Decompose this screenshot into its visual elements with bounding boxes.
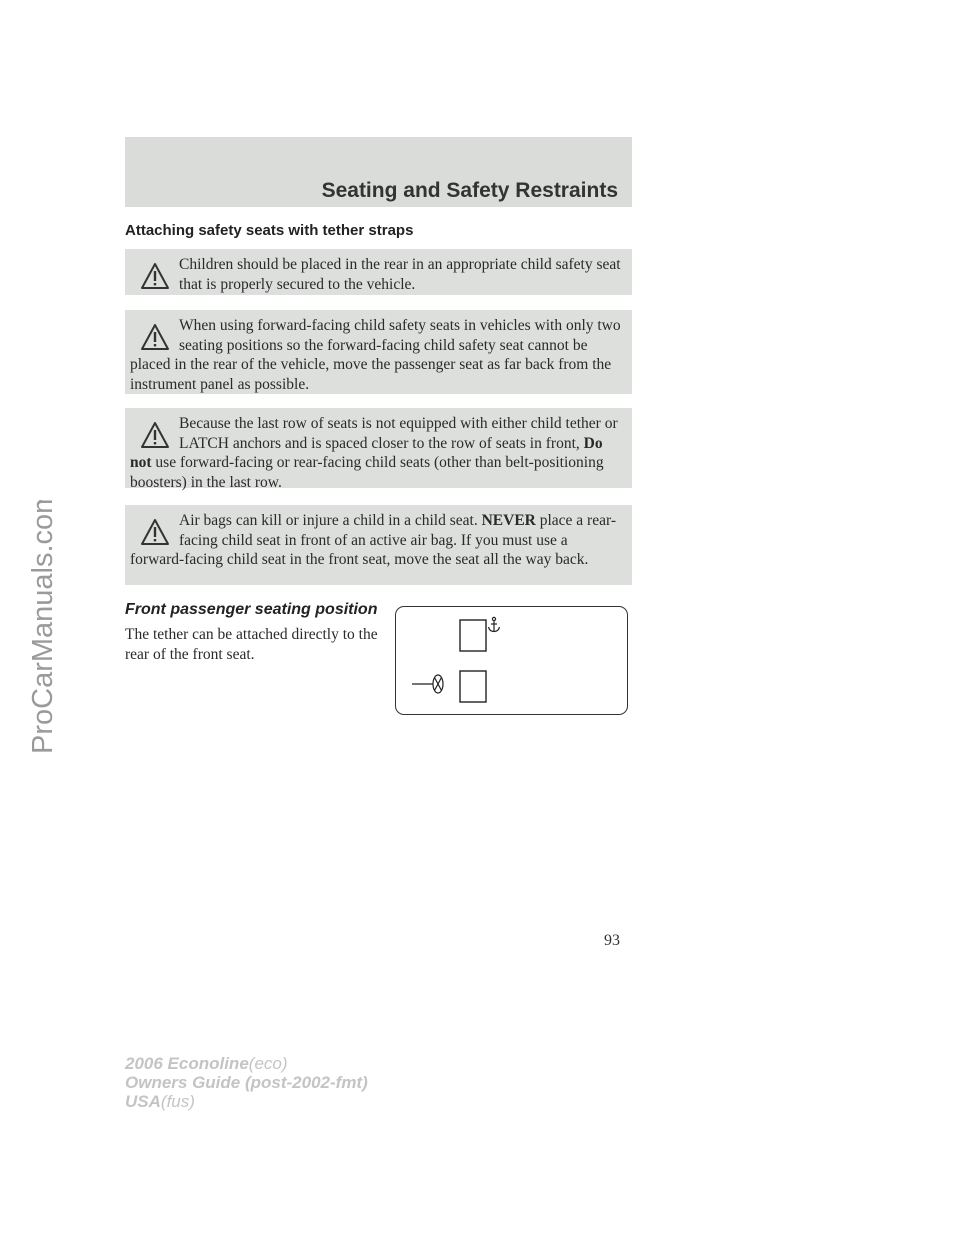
- footer-line-3: [125, 1092, 368, 1111]
- page-number: 93: [604, 932, 620, 949]
- warning-text: Because the last row of seats is not equipped with either child tether or LATCH anchors and is spaced closer to the row of seats in front,: [179, 415, 618, 452]
- footer-model: 2006 Econoline: [125, 1054, 249, 1073]
- anchor-icon: [489, 617, 500, 631]
- warning-emphasis: NEVER: [481, 512, 536, 529]
- warning-text: use forward-facing or rear-facing child seats (other than belt-positioning boosters) in the last row.: [130, 454, 604, 491]
- warning-text: place a rear-facing child seat in front of an active air bag. If you must use a forward-facing child seat in the front seat, move the seat all the way back.: [130, 512, 616, 568]
- seat-diagram: [395, 606, 628, 715]
- footer-line-1: [125, 1054, 368, 1073]
- watermark-text: ProCarManuals.com: [27, 500, 59, 754]
- subheading: Front passenger seating position: [125, 601, 378, 618]
- warning-triangle-icon: [140, 517, 170, 547]
- warning-box-child-rear: [125, 249, 632, 295]
- footer-line-2: Owners Guide (post-2002-fmt): [125, 1073, 368, 1092]
- footer-model-code: (eco): [248, 1054, 288, 1073]
- footer-market-code: (fus): [160, 1092, 195, 1111]
- front-seat-rect: [460, 620, 486, 651]
- page-title: Seating and Safety Restraints: [321, 179, 618, 202]
- warning-text: Children should be placed in the rear in an appropriate child safety seat that is properly secured to the vehicle.: [179, 256, 621, 293]
- footer-market: USA: [125, 1092, 161, 1111]
- warning-emphasis: Do not: [130, 434, 603, 471]
- warning-triangle-icon: [140, 420, 170, 450]
- warning-box-two-seats: [125, 310, 632, 394]
- section-heading: Attaching safety seats with tether straps: [125, 222, 414, 239]
- steering-wheel-icon: [412, 675, 443, 693]
- page-header: [125, 137, 632, 207]
- warning-triangle-icon: [140, 322, 170, 352]
- rear-seat-rect: [460, 671, 486, 702]
- warning-box-air-bags: [125, 505, 632, 585]
- watermark: [6, 500, 66, 760]
- footer: [125, 1054, 368, 1111]
- warning-text: When using forward-facing child safety seats in vehicles with only two seating positions so the forward-facing child safety seat cannot be placed in the rear of the vehicle, move the passenger seat as far back from the instrument panel as possible.: [130, 317, 621, 393]
- warning-text: Air bags can kill or injure a child in a child seat.: [179, 512, 482, 529]
- warning-box-last-row: [125, 408, 632, 491]
- warning-triangle-icon: [140, 261, 170, 291]
- body-text: The tether can be attached directly to the rear of the front seat.: [125, 626, 378, 663]
